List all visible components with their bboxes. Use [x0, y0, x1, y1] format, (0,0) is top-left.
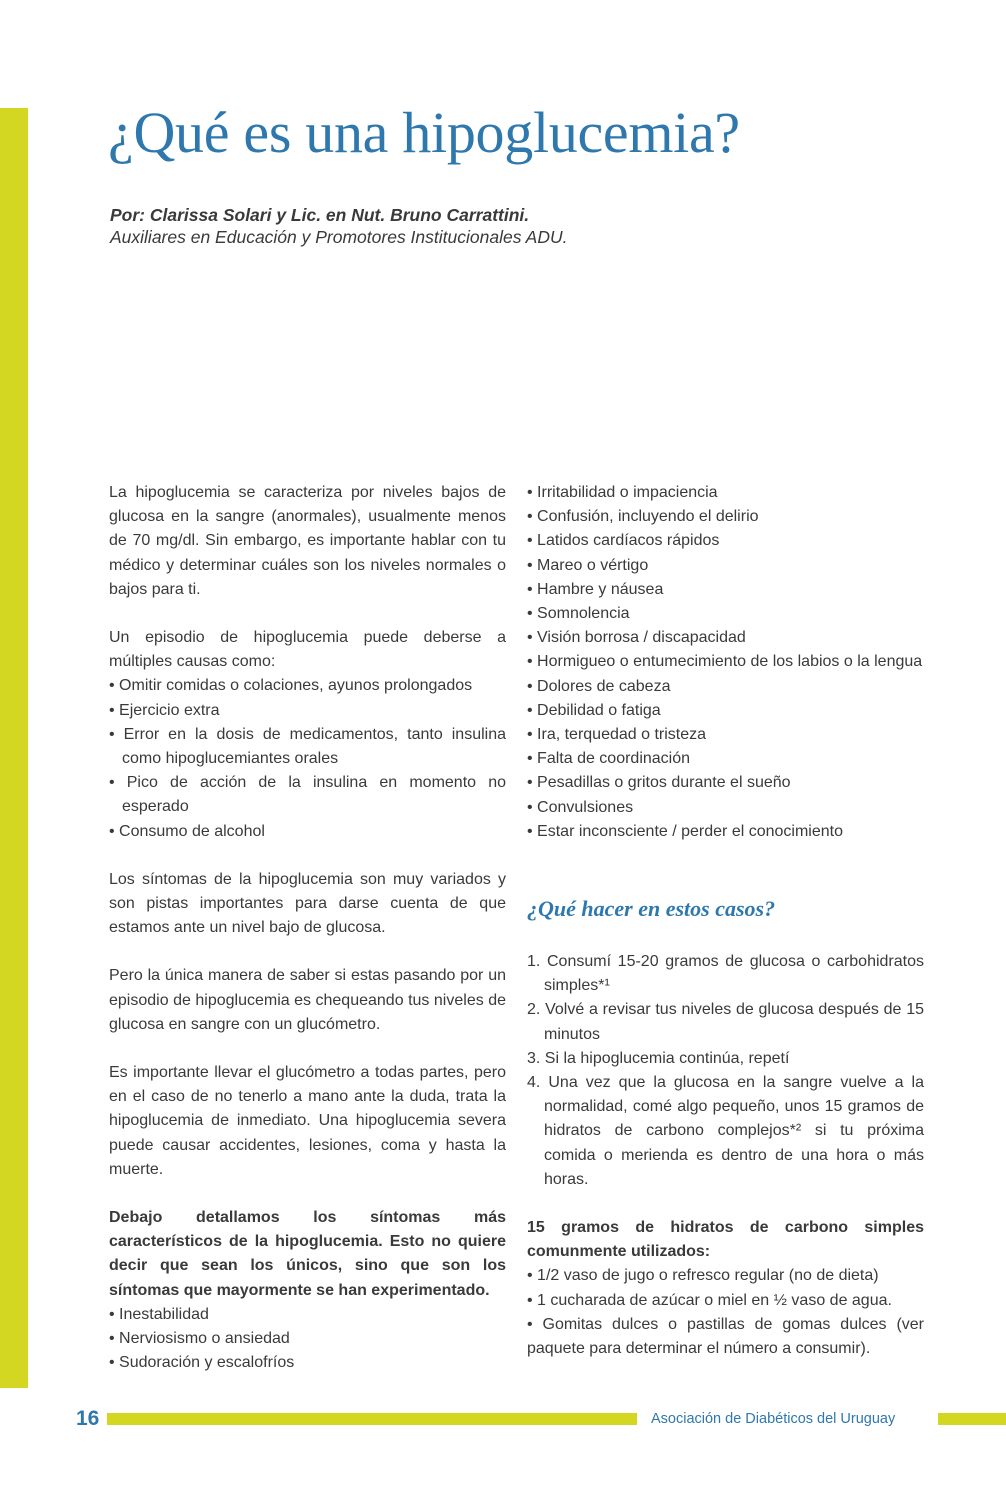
- symptoms-list-left: [109, 1303, 506, 1376]
- list-item: • Error en la dosis de medicamentos, tanto insulina como hipoglucemiantes orales: [109, 725, 506, 768]
- list-item: 1. Consumí 15-20 gramos de glucosa o carbohidratos simples*¹: [527, 953, 924, 995]
- list-item: • Pesadillas o gritos durante el sueño: [527, 774, 791, 792]
- list-item: • Latidos cardíacos rápidos: [527, 532, 720, 550]
- list-item: • Convulsiones: [527, 798, 634, 816]
- list-item: • Mareo o vértigo: [527, 556, 649, 574]
- list-item: • 1 cucharada de azúcar o miel en ½ vaso de agua.: [527, 1291, 892, 1309]
- list-item: • Ira, terquedad o tristeza: [527, 726, 707, 744]
- symptoms-list-right: [527, 481, 924, 844]
- list-item: • Somnolencia: [527, 605, 630, 623]
- footer-accent-bar: [107, 1413, 637, 1425]
- byline-roles: Auxiliares en Educación y Promotores Institucionales ADU.: [110, 227, 568, 247]
- footer-accent-bar-right: [938, 1413, 1006, 1425]
- list-item: • Irritabilidad o impaciencia: [527, 484, 718, 501]
- list-item: • Dolores de cabeza: [527, 677, 671, 695]
- list-item: • Hormigueo o entumecimiento de los labios o la lengua: [527, 653, 923, 671]
- list-item: • Omitir comidas o colaciones, ayunos prolongados: [109, 677, 473, 695]
- paragraph-glucometer-carry: Es importante llevar el glucómetro a todas partes, pero en el caso de no tenerlo a mano ante la duda, trata la hipoglucemia de inmediato. Una hipoglucemia severa puede causar accidentes, lesiones, coma y hasta la muerte.: [109, 1064, 506, 1178]
- byline-authors: Por: Clarissa Solari y Lic. en Nut. Bruno Carrattini.: [110, 205, 530, 225]
- list-item: 4. Una vez que la glucosa en la sangre vuelve a la normalidad, comé algo pequeño, unos 15 gramos de hidratos de carbono complejos*² si tu próxima comida o merienda es dentro de una hora o más horas.: [527, 1074, 924, 1188]
- list-item: • Consumo de alcohol: [109, 822, 265, 840]
- list-item: • Estar inconsciente / perder el conocimiento: [527, 822, 843, 840]
- left-accent-bar: [0, 108, 28, 1388]
- list-item: • Confusión, incluyendo el delirio: [527, 508, 759, 526]
- paragraph-causes-intro: Un episodio de hipoglucemia puede deberse a múltiples causas como:: [109, 629, 506, 671]
- paragraph-symptoms-intro: Los síntomas de la hipoglucemia son muy variados y son pistas importantes para darse cuenta de que estamos ante un nivel bajo de glucosa.: [109, 870, 506, 937]
- list-item: • Ejercicio extra: [109, 701, 220, 719]
- list-item: • Gomitas dulces o pastillas de gomas dulces (ver paquete para determinar el número a consumir).: [527, 1315, 924, 1358]
- article-title: ¿Qué es una hipoglucemia?: [108, 100, 740, 165]
- page-number: 16: [76, 1407, 100, 1430]
- section-heading: ¿Qué hacer en estos casos?: [527, 896, 776, 922]
- list-item: • Hambre y náusea: [527, 580, 664, 598]
- page-footer: [0, 1403, 1006, 1435]
- carbs-list: [527, 1264, 924, 1361]
- list-item: • Debilidad o fatiga: [527, 701, 661, 719]
- paragraph-glucometer-check: Pero la única manera de saber si estas pasando por un episodio de hipoglucemia es chequeando tus niveles de glucosa en sangre con un glucómetro.: [109, 967, 506, 1033]
- byline: [110, 204, 567, 248]
- carbs-heading: 15 gramos de hidratos de carbono simples comunmente utilizados:: [527, 1219, 924, 1261]
- paragraph-symptoms-detail: Debajo detallamos los síntomas más característicos de la hipoglucemia. Esto no quiere decir que sean los únicos, sino que son los síntomas que mayormente se han experimentado.: [109, 1209, 506, 1299]
- right-column: [527, 481, 924, 1361]
- list-item: • Inestabilidad: [109, 1305, 209, 1323]
- list-item: 2. Volvé a revisar tus niveles de glucosa después de 15 minutos: [527, 1001, 924, 1043]
- list-item: • 1/2 vaso de jugo o refresco regular (no de dieta): [527, 1267, 879, 1285]
- list-item: • Pico de acción de la insulina en momento no esperado: [109, 774, 506, 816]
- causes-list: [109, 674, 506, 843]
- paragraph-definition: La hipoglucemia se caracteriza por niveles bajos de glucosa en la sangre (anormales), usualmente menos de 70 mg/dl. Sin embargo, es importante hablar con tu médico y determinar cuáles son los niveles normales o bajos para ti.: [109, 484, 506, 598]
- list-item: 3. Si la hipoglucemia continúa, repetí: [527, 1049, 790, 1067]
- list-item: • Nerviosismo o ansiedad: [109, 1330, 290, 1348]
- left-column: [109, 481, 506, 1376]
- list-item: • Visión borrosa / discapacidad: [527, 629, 746, 647]
- organization-name: Asociación de Diabéticos del Uruguay: [651, 1411, 896, 1427]
- list-item: • Falta de coordinación: [527, 750, 691, 768]
- list-item: • Sudoración y escalofríos: [109, 1354, 295, 1372]
- steps-list: [527, 950, 924, 1192]
